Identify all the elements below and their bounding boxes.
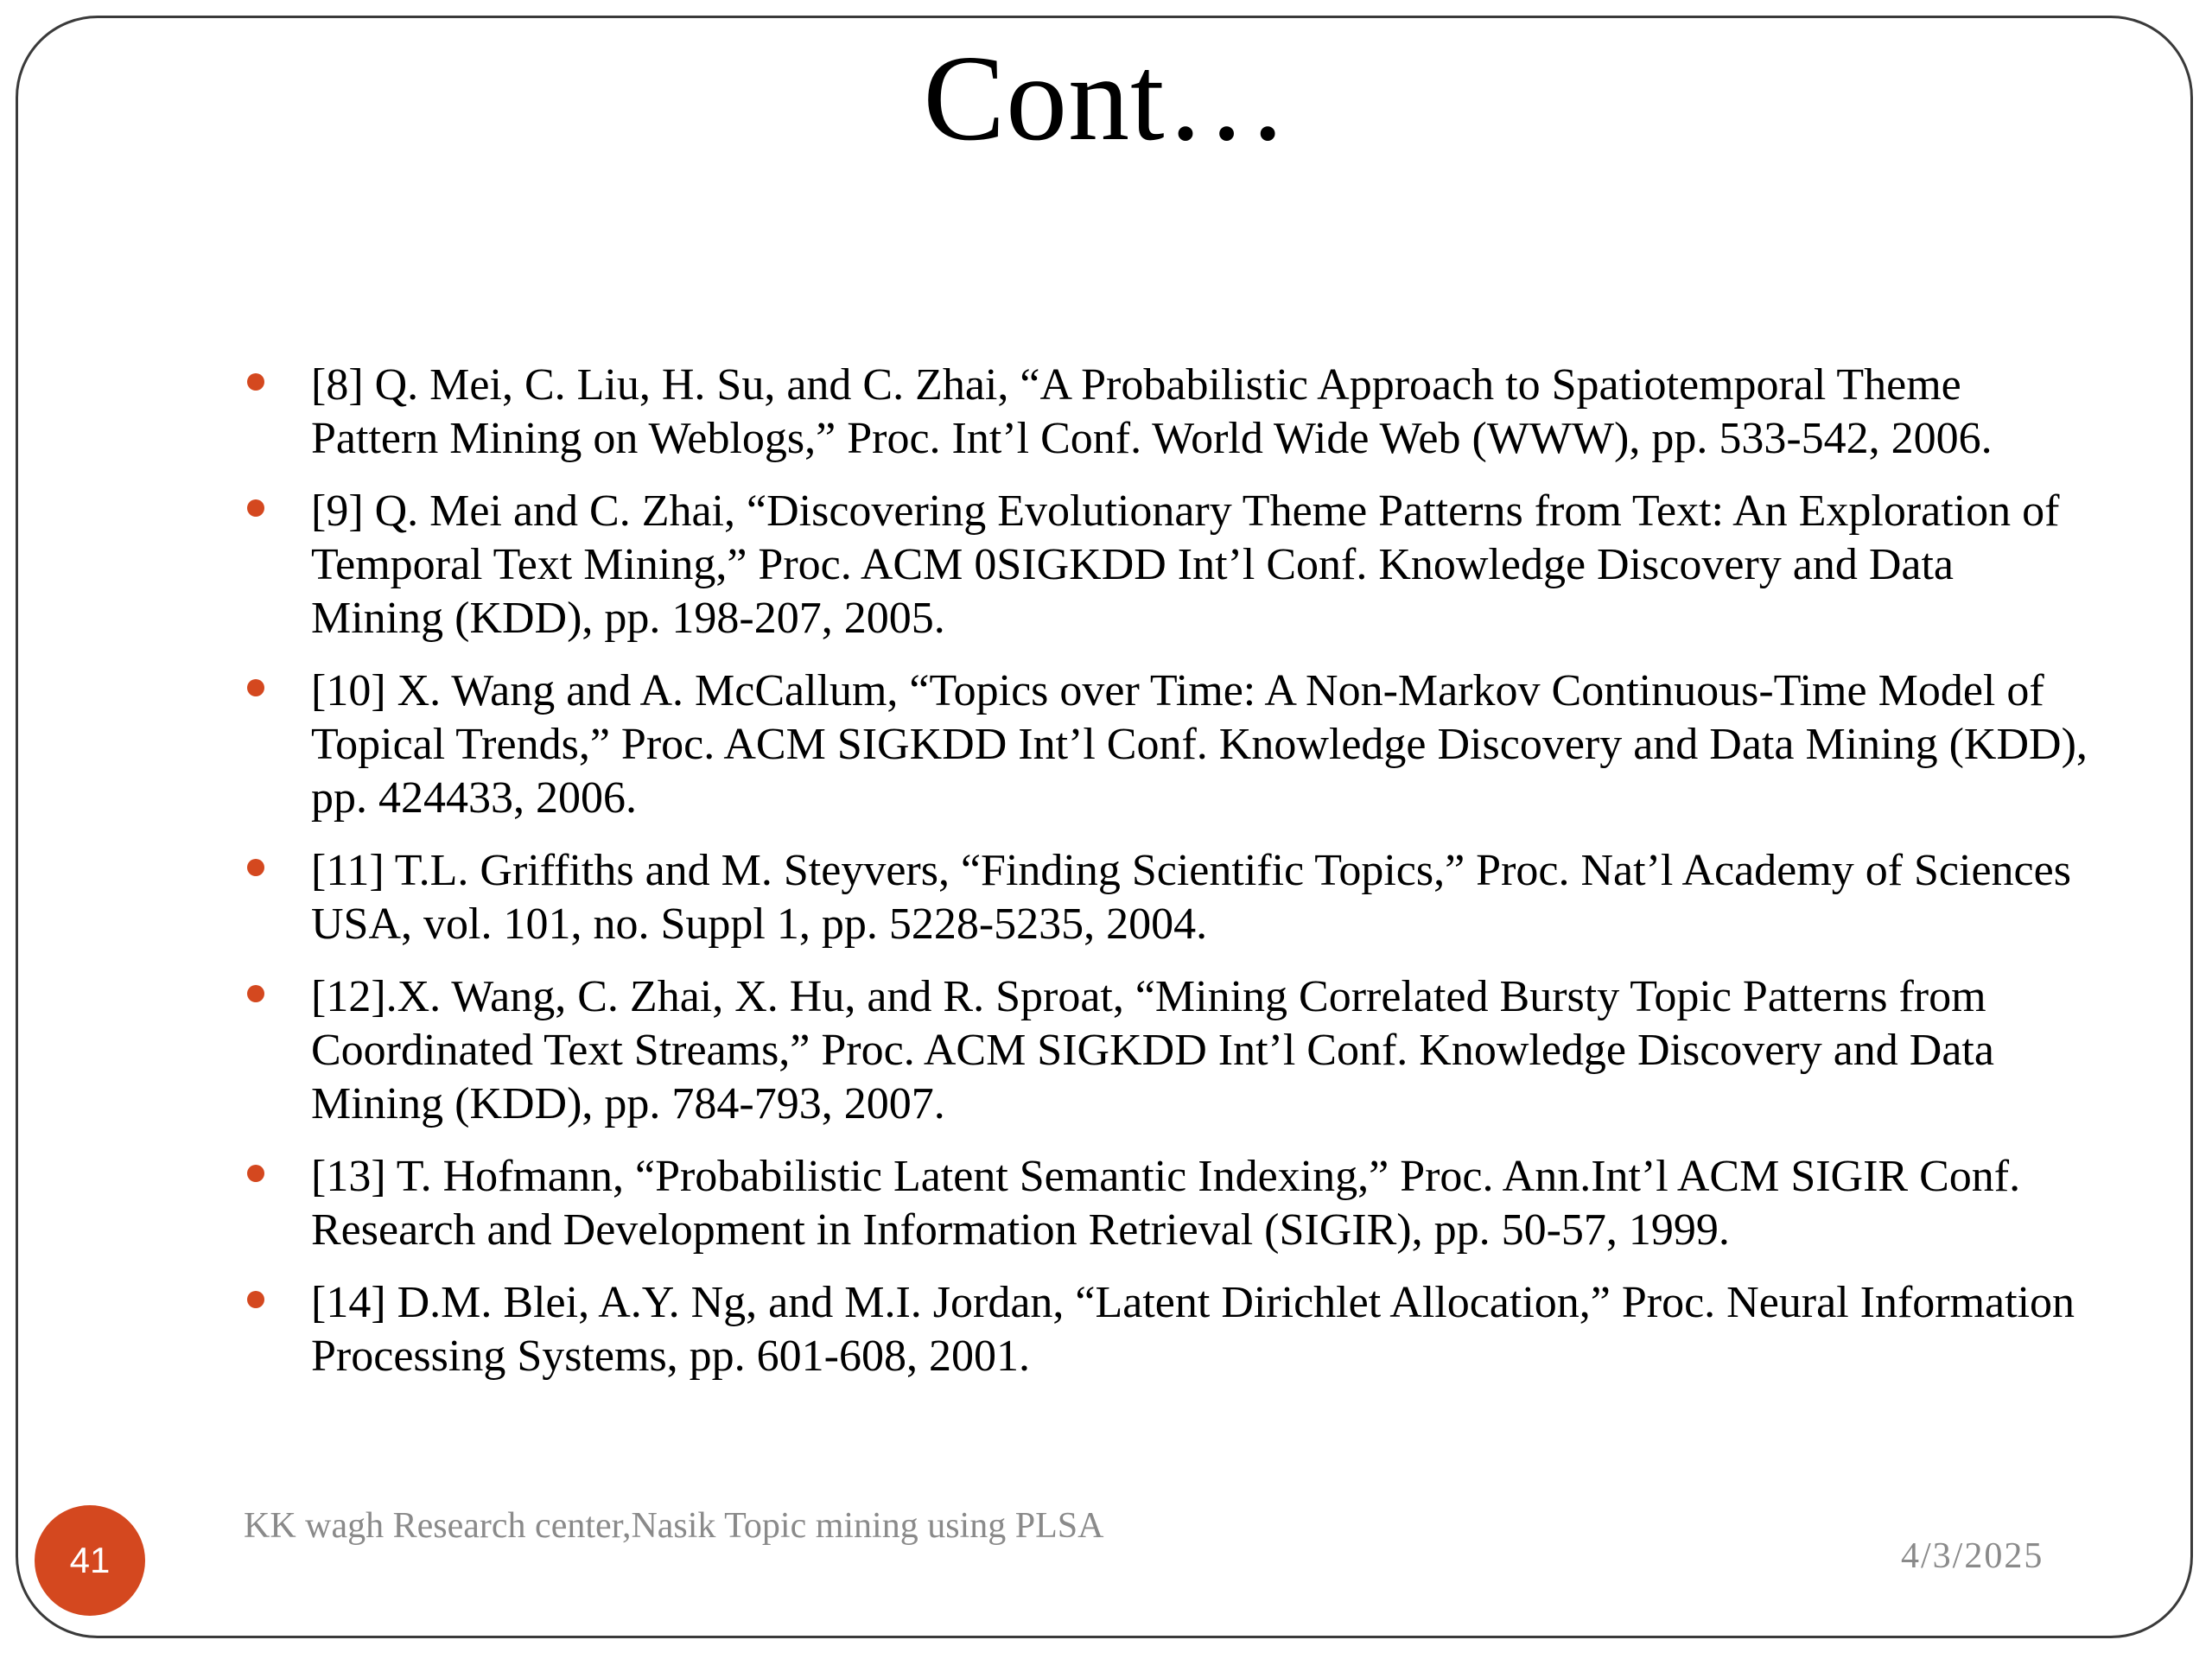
footer-text: KK wagh Research center,Nasik Topic mining using PLSA bbox=[244, 1506, 1104, 1546]
bullet-icon bbox=[247, 499, 264, 517]
reference-text: [13] T. Hofmann, “Probabilistic Latent Semantic Indexing,” Proc. Ann.Int’l ACM SIGIR Conf. Research and Development in Information Retrieval (SIGIR), pp. 50-57, 1999. bbox=[311, 1152, 2021, 1255]
reference-text: [9] Q. Mei and C. Zhai, “Discovering Evolutionary Theme Patterns from Text: An Exploration of Temporal Text Mining,” Proc. ACM 0SIGKDD Int’l Conf. Knowledge Discovery and Data Mining (KDD), pp. 198-207, 2005. bbox=[311, 486, 2060, 643]
bullet-icon bbox=[247, 985, 264, 1002]
reference-text: [11] T.L. Griffiths and M. Steyvers, “Finding Scientific Topics,” Proc. Nat’l Academy of Sciences USA, vol. 101, no. Suppl 1, pp. 5228-5235, 2004. bbox=[311, 846, 2071, 949]
reference-item bbox=[242, 664, 2091, 825]
reference-text: [8] Q. Mei, C. Liu, H. Su, and C. Zhai, “A Probabilistic Approach to Spatiotemporal Theme Pattern Mining on Weblogs,” Proc. Int’l Conf. World Wide Web (WWW), pp. 533-542, 2006. bbox=[311, 360, 1993, 463]
reference-list bbox=[242, 359, 2091, 1402]
reference-item bbox=[242, 359, 2091, 466]
bullet-icon bbox=[247, 1165, 264, 1182]
slide-title: Cont… bbox=[923, 29, 1289, 166]
reference-text: [14] D.M. Blei, A.Y. Ng, and M.I. Jordan, “Latent Dirichlet Allocation,” Proc. Neural Information Processing Systems, pp. 601-608, 2001. bbox=[311, 1278, 2075, 1381]
reference-item bbox=[242, 1150, 2091, 1257]
bullet-icon bbox=[247, 679, 264, 696]
bullet-icon bbox=[247, 1291, 264, 1308]
bullet-icon bbox=[247, 859, 264, 876]
reference-item bbox=[242, 1276, 2091, 1383]
reference-item bbox=[242, 844, 2091, 951]
footer-date: 4/3/2025 bbox=[1901, 1536, 2044, 1576]
slide-number-badge: 41 bbox=[35, 1505, 145, 1616]
reference-text: [12].X. Wang, C. Zhai, X. Hu, and R. Sproat, “Mining Correlated Bursty Topic Patterns from Coordinated Text Streams,” Proc. ACM SIGKDD Int’l Conf. Knowledge Discovery and Data Mining (KDD), pp. 784-793, 2007. bbox=[311, 972, 1994, 1128]
reference-item bbox=[242, 970, 2091, 1131]
reference-text: [10] X. Wang and A. McCallum, “Topics over Time: A Non-Markov Continuous-Time Model of Topical Trends,” Proc. ACM SIGKDD Int’l Conf. Knowledge Discovery and Data Mining (KDD), pp. 424433, 2006. bbox=[311, 666, 2088, 823]
reference-item bbox=[242, 485, 2091, 645]
bullet-icon bbox=[247, 373, 264, 391]
